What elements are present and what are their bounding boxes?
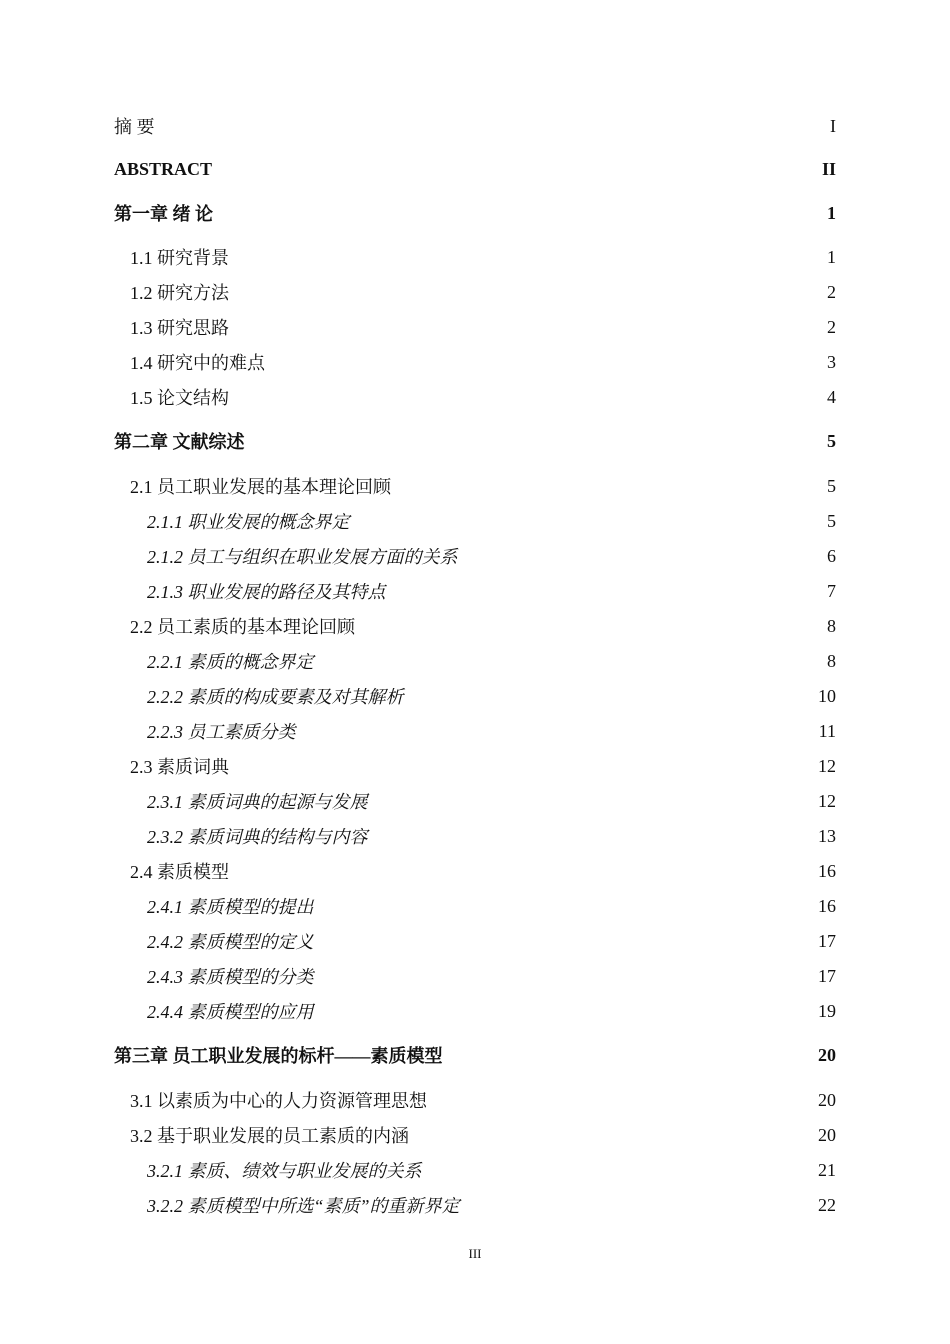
toc-entry-title: 摘 要 <box>114 117 155 137</box>
toc-entry-page: I <box>830 115 836 136</box>
toc-entry-page: 19 <box>818 1000 836 1021</box>
toc-entry-page: 5 <box>827 475 836 496</box>
toc-entry-page: 21 <box>818 1159 836 1180</box>
toc-entry-page: 20 <box>818 1124 836 1145</box>
toc-entry-page: 17 <box>818 930 836 951</box>
toc-entry[interactable] <box>130 471 836 501</box>
toc-entry-title: 2.1.1 职业发展的概念界定 <box>147 512 350 532</box>
toc-entry-page: 8 <box>827 650 836 671</box>
toc-entry-title: 2.4.1 素质模型的提出 <box>147 897 314 917</box>
toc-entry[interactable] <box>147 1190 836 1220</box>
toc-entry[interactable] <box>147 681 836 711</box>
toc-entry[interactable] <box>130 856 836 886</box>
toc-entry-title: 3.2 基于职业发展的员工素质的内涵 <box>130 1126 409 1146</box>
toc-entry[interactable] <box>130 611 836 641</box>
toc-entry[interactable] <box>147 961 836 991</box>
toc-entry-page: 17 <box>818 965 836 986</box>
toc-entry[interactable] <box>147 891 836 921</box>
toc-entry-title: 1.5 论文结构 <box>130 388 229 408</box>
toc-entry-title: 3.1 以素质为中心的人力资源管理思想 <box>130 1091 427 1111</box>
toc-entry[interactable] <box>147 926 836 956</box>
toc-entry-page: 10 <box>818 685 836 706</box>
toc-entry-title: 1.1 研究背景 <box>130 248 229 268</box>
toc-entry-page: 7 <box>827 580 836 601</box>
toc-entry[interactable] <box>114 1040 836 1070</box>
toc-entry[interactable] <box>130 242 836 272</box>
toc-entry-title: 第一章 绪 论 <box>114 204 213 224</box>
page-number-footer: III <box>468 1246 482 1261</box>
toc-entry[interactable] <box>114 198 836 228</box>
toc-entry-page: 20 <box>818 1044 836 1065</box>
toc-entry-title: 2.2.2 素质的构成要素及对其解析 <box>147 687 404 707</box>
toc-entry[interactable] <box>147 996 836 1026</box>
toc-entry-page: 6 <box>827 545 836 566</box>
toc-entry[interactable] <box>147 506 836 536</box>
toc-entry-page: 13 <box>818 825 836 846</box>
toc-entry-title: 2.1.2 员工与组织在职业发展方面的关系 <box>147 547 458 567</box>
toc-entry-title: 2.3 素质词典 <box>130 757 229 777</box>
toc-entry[interactable] <box>130 1085 836 1115</box>
toc-entry-title: 2.2 员工素质的基本理论回顾 <box>130 617 355 637</box>
toc-entry[interactable] <box>130 751 836 781</box>
toc-entry-page: 4 <box>827 386 836 407</box>
toc-entry-page: 1 <box>827 246 836 267</box>
toc-entry[interactable] <box>130 1120 836 1150</box>
toc-entry[interactable] <box>147 541 836 571</box>
toc-entry[interactable] <box>114 154 836 184</box>
toc-entry-title: 1.3 研究思路 <box>130 318 229 338</box>
toc-entry-page: 8 <box>827 615 836 636</box>
toc-entry-title: 2.4.4 素质模型的应用 <box>147 1002 314 1022</box>
toc-entry[interactable] <box>130 382 836 412</box>
toc-entry-title: 2.1.3 职业发展的路径及其特点 <box>147 582 386 602</box>
toc-entry-title: 2.1 员工职业发展的基本理论回顾 <box>130 477 391 497</box>
toc-entry-page: II <box>821 158 836 179</box>
toc-entry[interactable] <box>114 111 836 141</box>
toc-entry-page: 11 <box>818 720 836 741</box>
toc-entry-page: 12 <box>818 755 836 776</box>
toc-entry-title: 1.4 研究中的难点 <box>130 353 265 373</box>
toc-entry[interactable] <box>130 277 836 307</box>
toc-entry-page: 20 <box>818 1089 836 1110</box>
toc-entry-title: 2.2.1 素质的概念界定 <box>147 652 314 672</box>
toc-entry-page: 2 <box>827 316 836 337</box>
toc-entry-title: ABSTRACT <box>114 158 213 179</box>
toc-entry[interactable] <box>130 347 836 377</box>
toc-entry-title: 第二章 文献综述 <box>114 432 245 452</box>
toc-entry-page: 16 <box>818 895 836 916</box>
toc-entry-title: 2.4.3 素质模型的分类 <box>147 967 314 987</box>
toc-entry-title: 2.4.2 素质模型的定义 <box>147 932 314 952</box>
toc-entry[interactable] <box>130 312 836 342</box>
toc-entry-title: 2.3.1 素质词典的起源与发展 <box>147 792 368 812</box>
toc-entry-title: 1.2 研究方法 <box>130 283 229 303</box>
toc-entry-title: 2.2.3 员工素质分类 <box>147 722 296 742</box>
toc-entry[interactable] <box>147 646 836 676</box>
toc-entry[interactable] <box>114 426 836 456</box>
toc-entry-title: 3.2.2 素质模型中所选“素质”的重新界定 <box>147 1196 460 1216</box>
toc-entry[interactable] <box>147 576 836 606</box>
toc-entry[interactable] <box>147 1155 836 1185</box>
toc-entry[interactable] <box>147 821 836 851</box>
toc-entry-page: 2 <box>827 281 836 302</box>
toc-entry-page: 22 <box>818 1194 836 1215</box>
toc-entry-page: 5 <box>827 430 836 451</box>
toc-entry-title: 3.2.1 素质、绩效与职业发展的关系 <box>147 1161 422 1181</box>
toc-entry-page: 1 <box>827 202 836 223</box>
toc-entry-title: 2.3.2 素质词典的结构与内容 <box>147 827 368 847</box>
toc-entry-page: 5 <box>827 510 836 531</box>
toc-entry-page: 3 <box>827 351 836 372</box>
toc-entry[interactable] <box>147 716 836 746</box>
toc-entry-page: 12 <box>818 790 836 811</box>
toc-entry[interactable] <box>147 786 836 816</box>
toc-entry-title: 第三章 员工职业发展的标杆——素质模型 <box>114 1046 443 1066</box>
toc-entry-page: 16 <box>818 860 836 881</box>
toc-entry-title: 2.4 素质模型 <box>130 862 229 882</box>
